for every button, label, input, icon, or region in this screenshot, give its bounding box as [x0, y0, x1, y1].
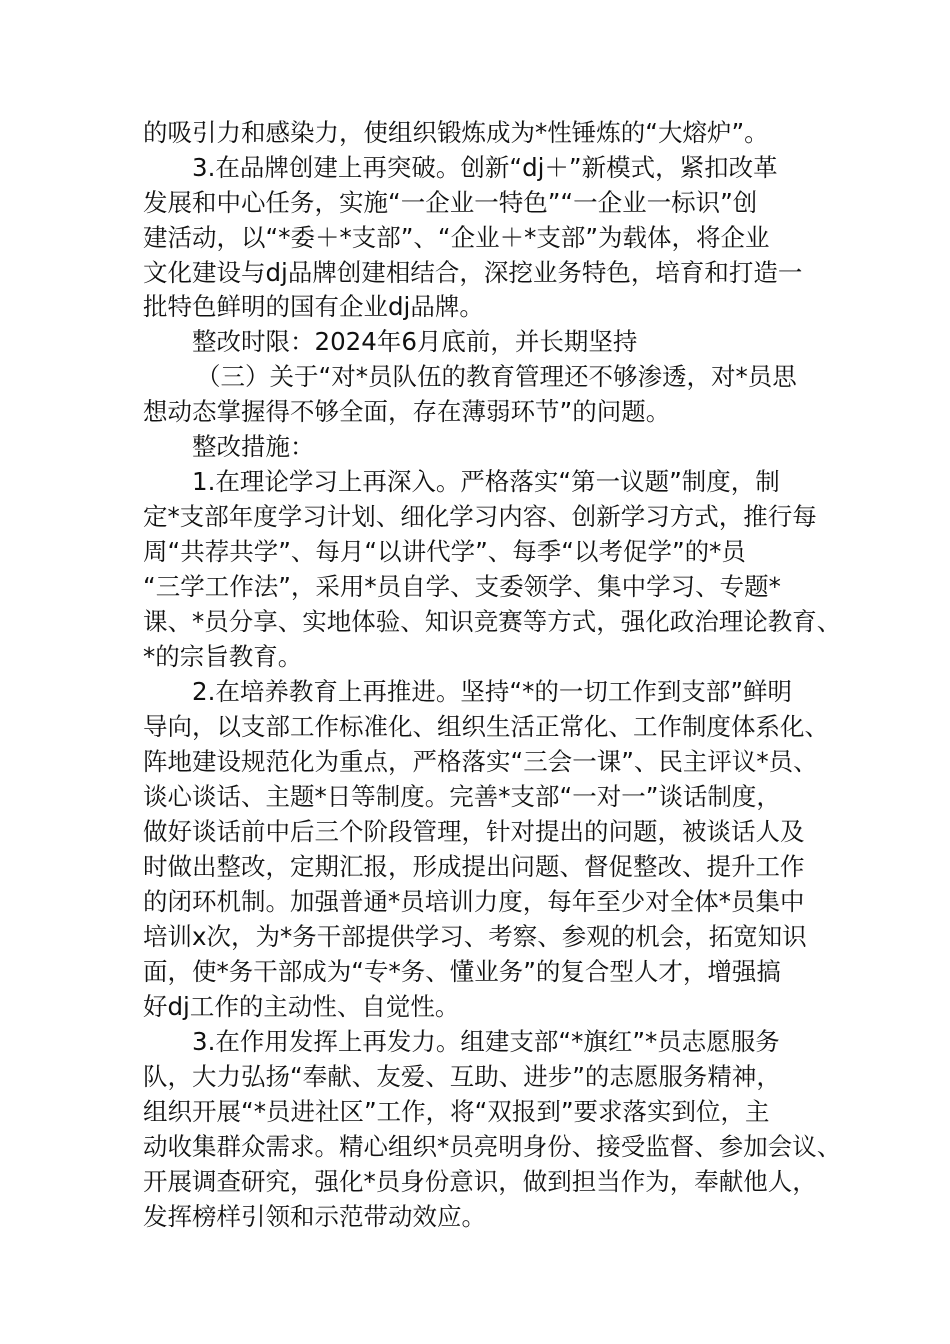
text-line: 培训x次，为*务干部提供学习、考察、参观的机会，拓宽知识	[143, 922, 807, 951]
text-line: 阵地建设规范化为重点，严格落实“三会一课”、民主评议*员、	[143, 747, 818, 776]
text-line: 文化建设与dj品牌创建相结合，深挖业务特色，培育和打造一	[143, 258, 803, 287]
text-line: 谈心谈话、主题*日等制度。完善*支部“一对一”谈话制度，	[143, 782, 781, 811]
text-line: 导向，以支部工作标准化、组织生活正常化、工作制度体系化、	[143, 712, 829, 741]
text-line: 课、*员分享、实地体验、知识竞赛等方式，强化政治理论教育、	[143, 607, 842, 636]
text-line: 建活动，以“*委＋*支部”、“企业＋*支部”为载体，将企业	[143, 223, 770, 252]
text-line: 批特色鲜明的国有企业dj品牌。	[143, 292, 484, 321]
text-line: 做好谈话前中后三个阶段管理，针对提出的问题，被谈话人及	[143, 817, 805, 846]
text-line: 3.在作用发挥上再发力。组建支部“*旗红”*员志愿服务	[192, 1027, 780, 1056]
text-line: 的吸引力和感染力，使组织锻炼成为*性锤炼的“大熔炉”。	[143, 118, 769, 147]
text-line: 发挥榜样引领和示范带动效应。	[143, 1202, 486, 1231]
section-heading: （三）关于“对*员队伍的教育管理还不够渗透，对*员思	[196, 362, 797, 391]
text-line: 定*支部年度学习计划、细化学习内容、创新学习方式，推行每	[143, 502, 817, 531]
text-line: 的闭环机制。加强普通*员培训力度，每年至少对全体*员集中	[143, 887, 805, 916]
text-line: 开展调查研究，强化*员身份意识，做到担当作为，奉献他人，	[143, 1167, 817, 1196]
text-line: 3.在品牌创建上再突破。创新“dj＋”新模式，紧扣改革	[192, 153, 778, 182]
text-line: 队，大力弘扬“奉献、友爱、互助、进步”的志愿服务精神，	[143, 1062, 781, 1091]
text-line: 1.在理论学习上再深入。严格落实“第一议题”制度，制	[192, 467, 780, 496]
text-line: 想动态掌握得不够全面，存在薄弱环节”的问题。	[143, 397, 671, 426]
measures-heading: 整改措施：	[192, 432, 315, 461]
text-line: 动收集群众需求。精心组织*员亮明身份、接受监督、参加会议、	[143, 1132, 842, 1161]
text-line: 2.在培养教育上再推进。坚持“*的一切工作到支部”鲜明	[192, 677, 793, 706]
text-line: 组织开展“*员进社区”工作，将“双报到”要求落实到位，主	[143, 1097, 770, 1126]
text-line: *的宗旨教育。	[143, 642, 303, 671]
text-line: 周“共荐共学”、每月“以讲代学”、每季“以考促学”的*员	[143, 537, 746, 566]
text-line: 好dj工作的主动性、自觉性。	[143, 992, 460, 1021]
text-line: 时做出整改，定期汇报，形成提出问题、督促整改、提升工作	[143, 852, 805, 881]
text-line: 发展和中心任务，实施“一企业一特色”“一企业一标识”创	[143, 188, 758, 217]
text-line: 面，使*务干部成为“专*务、懂业务”的复合型人才，增强搞	[143, 957, 781, 986]
text-line: “三学工作法”，采用*员自学、支委领学、集中学习、专题*	[143, 572, 781, 601]
deadline-line: 整改时限：2024年6月底前，并长期坚持	[192, 327, 638, 356]
